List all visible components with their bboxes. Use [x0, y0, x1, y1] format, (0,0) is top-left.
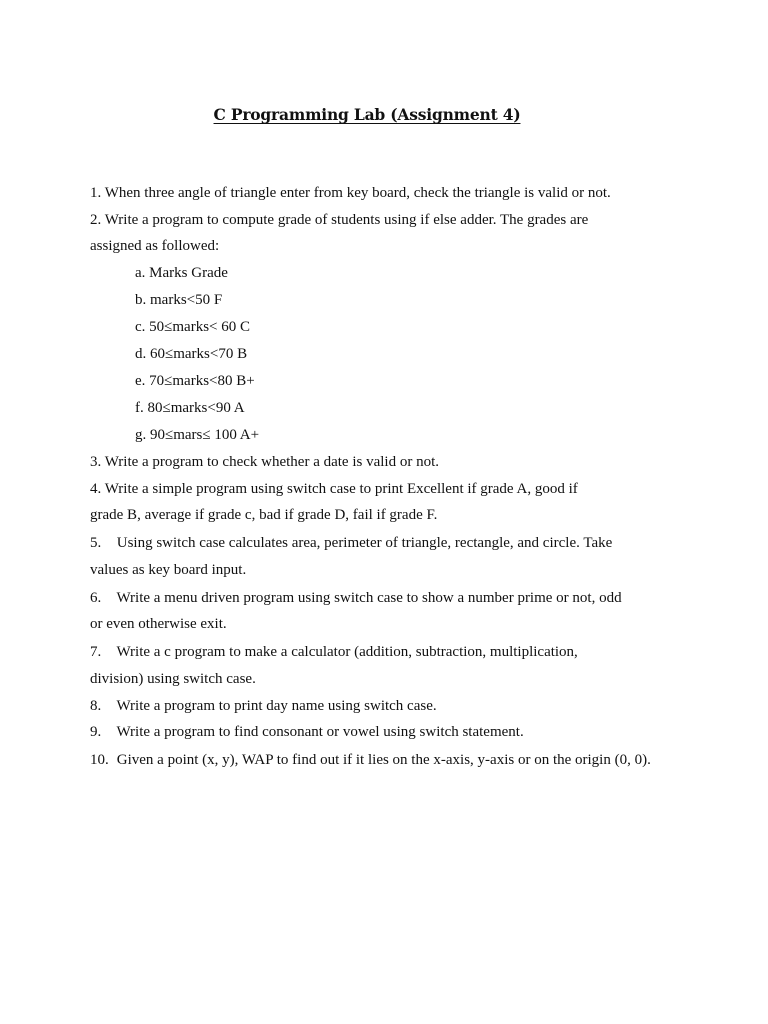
item-number: 2.: [90, 212, 102, 228]
grade-row: g. 90≤mars≤ 100 A+: [135, 427, 260, 443]
grade-row: e. 70≤marks<80 B+: [135, 373, 255, 389]
item-number: 5.: [90, 535, 102, 551]
item-text: Write a c program to make a calculator (addition, subtraction, multiplication,: [116, 644, 578, 660]
grade-row: d. 60≤marks<70 B: [135, 346, 248, 362]
grade-row: a. Marks Grade: [135, 265, 228, 281]
item-number: 6.: [90, 590, 102, 606]
item-number: 10.: [90, 752, 109, 768]
list-item-8: [90, 697, 437, 715]
item-text: Write a menu driven program using switch case to show a number prime or not, odd: [116, 590, 622, 606]
list-item-6-continuation: or even otherwise exit.: [90, 616, 227, 632]
item-number: 3.: [90, 454, 102, 470]
list-item-10: [90, 751, 651, 769]
grade-row: f. 80≤marks<90 A: [135, 400, 245, 416]
item-number: 4.: [90, 481, 102, 497]
item-number: 8.: [90, 698, 102, 714]
list-item-7-continuation: division) using switch case.: [90, 671, 256, 687]
item-text: Write a simple program using switch case to print Excellent if grade A, good if: [104, 481, 578, 497]
item-text: Write a program to check whether a date is valid or not.: [104, 454, 440, 470]
list-item-2: [90, 211, 588, 229]
item-text: Using switch case calculates area, perimeter of triangle, rectangle, and circle. Take: [116, 535, 613, 551]
item-text: Given a point (x, y), WAP to find out if it lies on the x-axis, y-axis or on the origin (0, 0).: [116, 752, 651, 768]
list-item-1: [90, 184, 611, 202]
page-title: C Programming Lab (Assignment 4): [213, 105, 521, 124]
list-item-6: [90, 589, 622, 607]
list-item-2-continuation: assigned as followed:: [90, 238, 220, 254]
item-text: Write a program to print day name using switch case.: [116, 698, 437, 714]
list-item-4: [90, 480, 578, 498]
item-number: 9.: [90, 724, 102, 740]
list-item-5: [90, 534, 612, 552]
item-text: Write a program to compute grade of students using if else adder. The grades are: [104, 212, 589, 228]
item-number: 7.: [90, 644, 102, 660]
list-item-4-continuation: grade B, average if grade c, bad if grade D, fail if grade F.: [90, 507, 438, 523]
list-item-9: [90, 723, 524, 741]
list-item-7: [90, 643, 578, 661]
list-item-3: [90, 453, 439, 471]
item-text: Write a program to find consonant or vowel using switch statement.: [116, 724, 524, 740]
item-text: When three angle of triangle enter from key board, check the triangle is valid or not.: [104, 185, 611, 201]
item-number: 1.: [90, 185, 102, 201]
list-item-5-continuation: values as key board input.: [90, 562, 247, 578]
grade-row: c. 50≤marks< 60 C: [135, 319, 251, 335]
grade-row: b. marks<50 F: [135, 292, 223, 308]
